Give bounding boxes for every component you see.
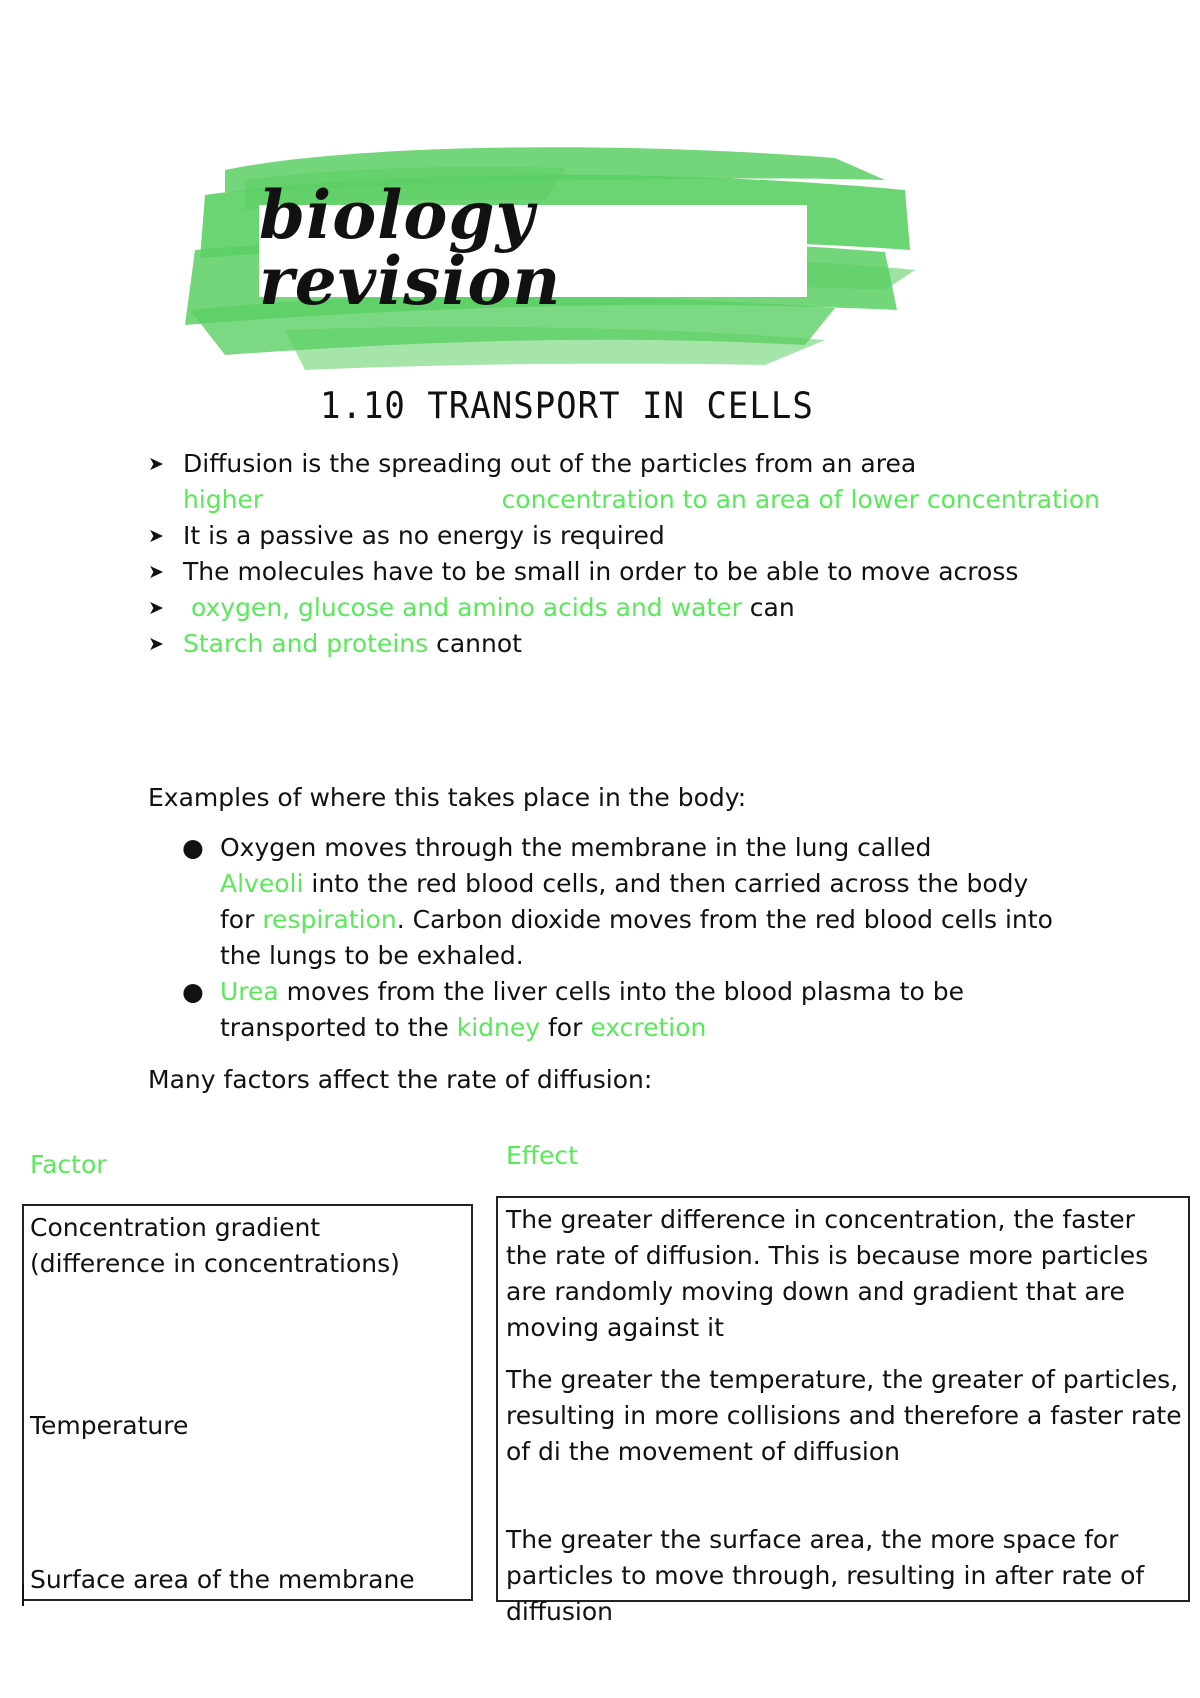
highlight-text: kidney [456, 1013, 541, 1042]
list-item: ➤ It is a passive as no energy is required [148, 518, 1068, 554]
highlight-text: excretion [590, 1013, 707, 1042]
list-item: ➤ Diffusion is the spreading out of the particles from an area higher concentration to an area of lower concentration [148, 446, 1068, 518]
bullet-dot-icon: ● [182, 977, 204, 1006]
effect-cell: The greater the temperature, the greater of particles, resulting in more collisions and therefore a faster rate of di the movement of diffusion [506, 1365, 1182, 1466]
section-subtitle: 1.10 TRANSPORT IN CELLS [320, 384, 814, 428]
diffusion-points [148, 446, 1100, 662]
highlight-text: Urea [220, 977, 279, 1006]
text-cursor [22, 1584, 24, 1606]
factor-cell: Concentration gradient (difference in concentrations) [30, 1213, 400, 1278]
factor-cell: Surface area of the membrane [30, 1565, 415, 1594]
highlight-text: oxygen, glucose and amino acids and water [183, 593, 742, 622]
effect-column-header: Effect [506, 1141, 578, 1170]
highlight-text: higher concentration to an area of lower concentration [183, 485, 1100, 514]
highlight-text: respiration [262, 905, 397, 934]
factors-heading: Many factors affect the rate of diffusion: [148, 1065, 653, 1094]
arrow-bullet-icon: ➤ [148, 561, 164, 583]
bullet-dot-icon: ● [182, 833, 204, 862]
list-item: ● Urea moves from the liver cells into the blood plasma to be transported to the kidney for excretion [220, 974, 1070, 1046]
effect-text-box[interactable] [496, 1196, 1190, 1626]
effect-cell: The greater difference in concentration, the faster the rate of diffusion. This is because more particles are randomly moving down and gradient that are moving against it [506, 1205, 1149, 1342]
effect-cell: The greater the surface area, the more space for particles to move through, resulting in after rate of diffusion [506, 1525, 1145, 1626]
arrow-bullet-icon: ➤ [148, 597, 164, 619]
examples-heading: Examples of where this takes place in the body: [148, 783, 747, 812]
banner-title-box [259, 176, 807, 320]
arrow-bullet-icon: ➤ [148, 633, 164, 655]
arrow-bullet-icon: ➤ [148, 453, 164, 475]
list-item: ● Oxygen moves through the membrane in the lung called Alveoli into the red blood cells, and then carried across the body for respiration. Carbon dioxide moves from the red blood cells into the lungs to be exhaled. [220, 830, 1070, 974]
factor-column-header: Factor [30, 1150, 107, 1179]
highlight-text: Starch and proteins [183, 629, 429, 658]
highlight-text: Alveoli [220, 869, 304, 898]
arrow-bullet-icon: ➤ [148, 525, 164, 547]
list-item: ➤ Starch and proteins cannot [148, 626, 1068, 662]
examples-list [182, 830, 1070, 1046]
page-title: biology revision [259, 176, 562, 320]
factor-text-box[interactable] [22, 1204, 473, 1601]
factor-cell: Temperature [30, 1411, 189, 1440]
list-item: ➤ oxygen, glucose and amino acids and water can [148, 590, 1068, 626]
list-item: ➤ The molecules have to be small in order to be able to move across [148, 554, 1068, 590]
